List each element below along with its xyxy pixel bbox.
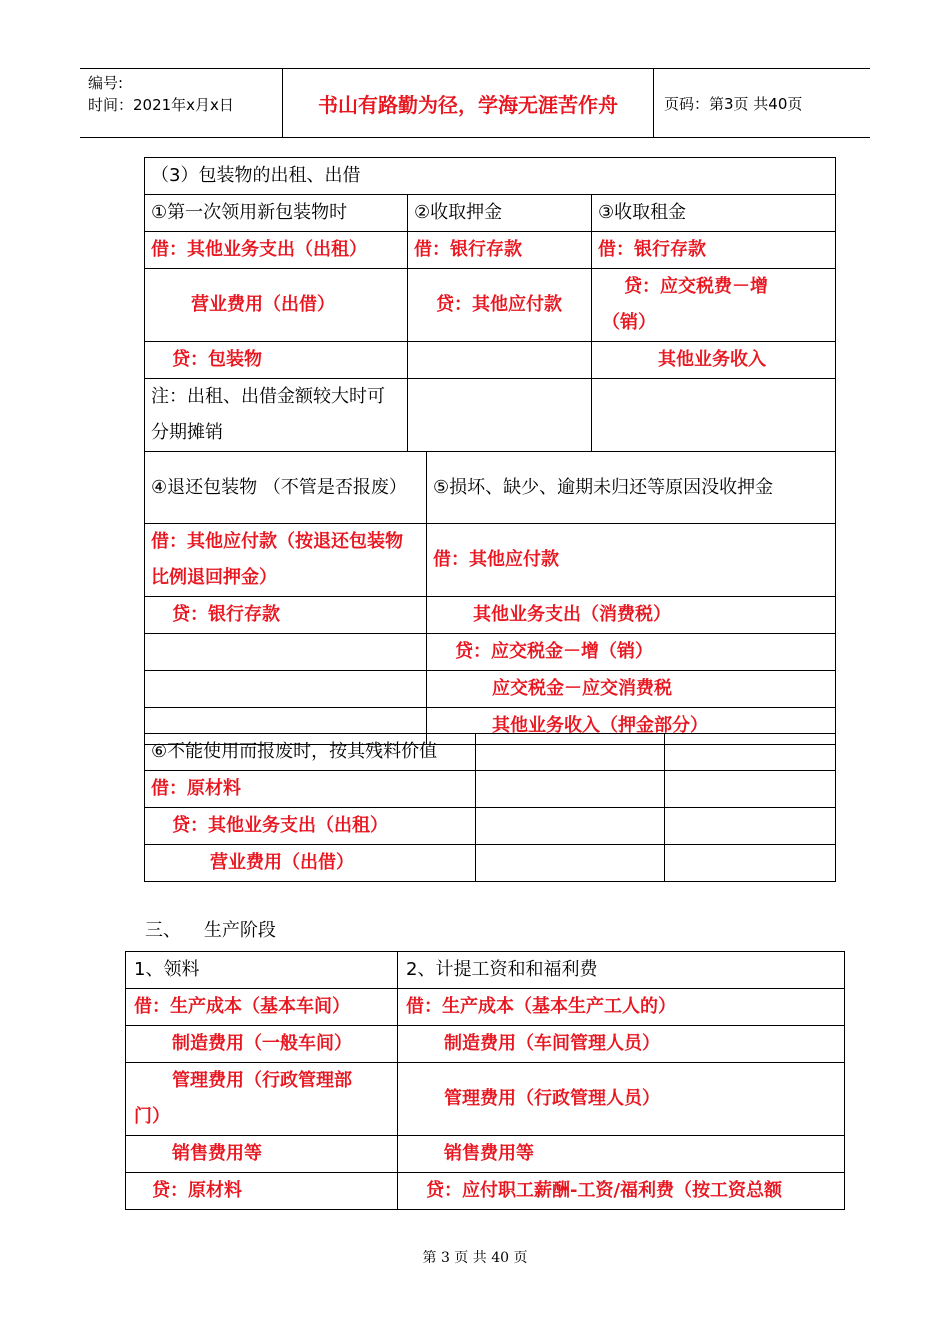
col1-head: 1、领料	[126, 952, 398, 989]
empty-cell	[665, 734, 836, 771]
entry-cell: 贷：其他应付款	[408, 269, 592, 342]
col2-head: ②收取押金	[408, 195, 592, 232]
empty-cell	[665, 845, 836, 882]
header-meta	[80, 69, 282, 137]
empty-cell	[145, 671, 427, 708]
time-label: 时间：2021年x月x日	[88, 96, 234, 114]
entry-cell: 其他业务收入（押金部分）	[427, 708, 836, 745]
sec5-head: ⑤损坏、缺少、逾期未归还等原因没收押金	[427, 452, 836, 524]
table1-title: （3）包装物的出租、出借	[145, 158, 836, 195]
scrap-head: ⑥不能使用而报废时，按其残料价值	[145, 734, 476, 771]
page-info: 页码：第3页 共40页	[664, 94, 803, 113]
empty-cell	[408, 342, 592, 379]
empty-cell	[145, 634, 427, 671]
empty-cell	[408, 379, 592, 452]
sec4-head: ④退还包装物 （不管是否报废）	[145, 452, 427, 524]
entry-cell: 营业费用（出借）	[145, 269, 408, 342]
col3-head: ③收取租金	[592, 195, 836, 232]
section-heading: 三、 生产阶段	[145, 920, 276, 941]
entry-cell: 贷：原材料	[126, 1173, 398, 1210]
empty-cell	[476, 845, 665, 882]
entry-cell: 借：生产成本（基本车间）	[126, 989, 398, 1026]
col2-head: 2、计提工资和和福利费	[398, 952, 845, 989]
entry-cell: 贷：应付职工薪酬-工资/福利费（按工资总额	[398, 1173, 845, 1210]
entry-cell: 管理费用（行政管理部门）	[126, 1063, 398, 1136]
empty-cell	[592, 379, 836, 452]
motto: 书山有路勤为径，学海无涯苦作舟	[282, 69, 654, 137]
empty-cell	[476, 734, 665, 771]
col1-head: ①第一次领用新包装物时	[145, 195, 408, 232]
entry-cell: 贷：应交税金－增（销）	[427, 634, 836, 671]
number-label: 编号:	[88, 74, 124, 92]
entry-cell: 销售费用等	[398, 1136, 845, 1173]
entry-cell: 借：其他应付款	[427, 524, 836, 597]
entry-cell: 制造费用（一般车间）	[126, 1026, 398, 1063]
entry-cell: 制造费用（车间管理人员）	[398, 1026, 845, 1063]
page-footer: 第 3 页 共 40 页	[422, 1250, 528, 1266]
entry-cell: 贷：包装物	[145, 342, 408, 379]
page-header	[80, 68, 870, 138]
entry-cell: 借：原材料	[145, 771, 476, 808]
entry-cell: 贷：应交税费－增（销）	[592, 269, 836, 342]
entry-cell: 借：其他应付款（按退还包装物比例退回押金）	[145, 524, 427, 597]
empty-cell	[665, 771, 836, 808]
entry-cell: 借：银行存款	[592, 232, 836, 269]
entry-cell: 销售费用等	[126, 1136, 398, 1173]
entry-cell: 其他业务支出（消费税）	[427, 597, 836, 634]
empty-cell	[665, 808, 836, 845]
entry-cell: 借：银行存款	[408, 232, 592, 269]
entry-cell: 其他业务收入	[592, 342, 836, 379]
entry-cell: 借：生产成本（基本生产工人的）	[398, 989, 845, 1026]
entry-cell: 贷：银行存款	[145, 597, 427, 634]
packaging-rental-table	[144, 157, 836, 745]
note-cell: 注：出租、出借金额较大时可分期摊销	[145, 379, 408, 452]
empty-cell	[476, 771, 665, 808]
entry-cell: 营业费用（出借）	[145, 845, 476, 882]
entry-cell: 借：其他业务支出（出租）	[145, 232, 408, 269]
empty-cell	[476, 808, 665, 845]
scrap-table	[144, 733, 836, 882]
entry-cell: 应交税金－应交消费税	[427, 671, 836, 708]
entry-cell: 贷：其他业务支出（出租）	[145, 808, 476, 845]
entry-cell: 管理费用（行政管理人员）	[398, 1063, 845, 1136]
production-table	[125, 951, 845, 1210]
